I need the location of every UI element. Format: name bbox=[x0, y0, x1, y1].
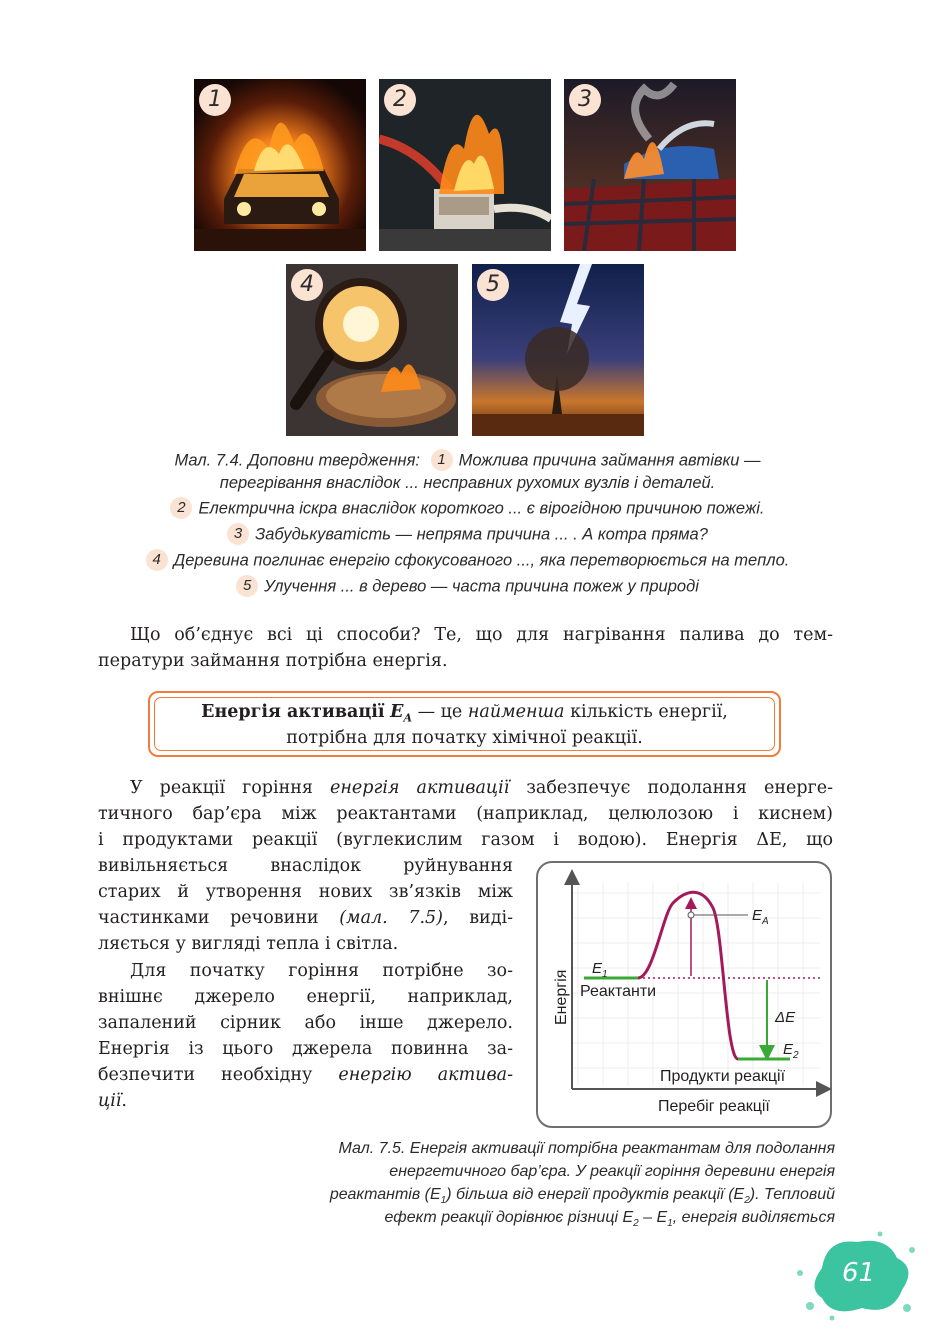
text-line bbox=[98, 905, 513, 931]
ea-leader-dot bbox=[688, 912, 694, 918]
figure-7-4-item-5 bbox=[0, 576, 935, 598]
text-line: ператури займання потрібна енергія. bbox=[98, 651, 448, 671]
item-number-badge: 1 bbox=[431, 449, 453, 471]
text-run: У реакції горіння bbox=[130, 778, 331, 798]
photo-smoking-iron bbox=[564, 79, 736, 251]
figure-7-5-caption-line2: енергетичного бар’єра. У реакції горіння деревини енергія bbox=[389, 1163, 835, 1180]
figure-7-5-caption-line4: ефект реакції дорівнює різниці $E_2 - E_1$, енергія виділяється bbox=[384, 1209, 835, 1230]
y-axis-label: Енергія bbox=[553, 969, 570, 1025]
definition-symbol-sub: A bbox=[403, 711, 413, 725]
label-e2: $E_2$ bbox=[783, 1041, 799, 1061]
definition-emphasis: найменша bbox=[467, 702, 565, 722]
caption-text: Електрична іскра внаслідок короткого ... є вірогідною причиною пожежі. bbox=[198, 499, 765, 518]
text-line bbox=[98, 1062, 513, 1088]
text-line: старих й утворення нових зв’язків між bbox=[98, 882, 513, 902]
text-line bbox=[98, 775, 833, 801]
paragraph-energy-question bbox=[98, 622, 833, 674]
photo-number-badge: 5 bbox=[477, 269, 509, 301]
label-reactants: Реактанти bbox=[580, 983, 657, 1000]
caption-text: Можлива причина займання автівки — bbox=[458, 451, 761, 470]
energy-diagram bbox=[536, 861, 832, 1128]
x-axis-label: Перебіг реакції bbox=[658, 1098, 770, 1115]
paragraph-activation-energy-cont bbox=[98, 853, 513, 957]
caption-text: Забудькуватість — непряма причина ... . А котра пряма? bbox=[255, 525, 708, 544]
energy-diagram-svg bbox=[538, 863, 834, 1130]
text-emphasis: ції bbox=[98, 1091, 122, 1111]
photo-lightning-tree bbox=[472, 264, 644, 436]
text-emphasis: енергію актива- bbox=[338, 1065, 513, 1085]
label-ea: $E_A$ bbox=[752, 907, 769, 927]
definition-text: — це bbox=[412, 702, 468, 722]
photo-number-badge: 1 bbox=[199, 84, 231, 116]
photo-burning-plug bbox=[379, 79, 551, 251]
figure-7-4-caption-line1 bbox=[0, 450, 935, 472]
text-run: , виді- bbox=[443, 908, 513, 928]
photo-number-badge: 2 bbox=[384, 84, 416, 116]
text-run: частинками речовини bbox=[98, 908, 340, 928]
figure-7-4-item-4 bbox=[0, 550, 935, 572]
text-run: . bbox=[121, 1091, 127, 1111]
label-products: Продукти реакції bbox=[660, 1068, 786, 1085]
caption-text: Улучення ... в дерево — часта причина пожеж у природі bbox=[264, 577, 699, 596]
text-run: безпечити необхідну bbox=[98, 1065, 339, 1085]
definition-box bbox=[148, 691, 781, 757]
figure-7-4-item-3 bbox=[0, 524, 935, 546]
item-number-badge: 4 bbox=[146, 549, 168, 571]
paragraph-activation-energy bbox=[98, 775, 833, 853]
text-line: Енергія із цього джерела повинна за- bbox=[98, 1039, 513, 1059]
figure-7-4-caption-line2: перегрівання внаслідок ... несправних рухомих вузлів і деталей. bbox=[219, 474, 716, 492]
text-line: тичного бар’єра між реактантами (наприклад, целюлозою і киснем) bbox=[98, 804, 833, 824]
item-number-badge: 3 bbox=[227, 523, 249, 545]
photo-number-badge: 3 bbox=[569, 84, 601, 116]
photo-burning-car bbox=[194, 79, 366, 251]
text-emphasis: енергія активації bbox=[330, 778, 510, 798]
paragraph-ignition-source bbox=[98, 958, 513, 1114]
text-line: запалений сірник або інше джерело. bbox=[98, 1013, 513, 1033]
figure-7-5-caption-line1: Мал. 7.5. Енергія активації потрібна реактантам для подолання bbox=[338, 1140, 835, 1157]
definition-symbol: E bbox=[390, 702, 404, 722]
caption-text: Деревина поглинає енергію сфокусованого ..., яка перетворюється на тепло. bbox=[173, 551, 790, 570]
caption-text: Мал. 7.4. Доповни твердження: bbox=[174, 451, 420, 470]
text-line: і продуктами реакції (вуглекислим газом і водою). Енергія ΔE, що bbox=[98, 830, 833, 850]
figure-7-4-item-2 bbox=[0, 498, 935, 520]
text-line: ляється у вигляді тепла і світла. bbox=[98, 934, 399, 954]
item-number-badge: 5 bbox=[236, 575, 258, 597]
text-line: вивільняється внаслідок руйнування bbox=[98, 856, 513, 876]
figure-reference: (мал. 7.5) bbox=[339, 908, 443, 928]
text-run: забезпечує подолання енерге- bbox=[509, 778, 833, 798]
label-e1: $E_1$ bbox=[592, 960, 608, 980]
definition-line2: потрібна для початку хімічної реакції. bbox=[286, 728, 643, 748]
text-line bbox=[98, 1088, 513, 1114]
item-number-badge: 2 bbox=[170, 497, 192, 519]
figure-7-5-caption-line3: реактантів $(E_1)$ більша від енергії продуктів реакції $(E_2)$. Тепловий bbox=[329, 1186, 835, 1207]
photo-magnifying-glass bbox=[286, 264, 458, 436]
text-line: Що об’єднує всі ці способи? Те, що для нагрівання палива до тем- bbox=[130, 625, 833, 645]
text-line: внішнє джерело енергії, наприклад, bbox=[98, 987, 513, 1007]
definition-term: Енергія активації bbox=[201, 702, 385, 722]
definition-text: кількість енергії, bbox=[564, 702, 728, 722]
definition-line1 bbox=[150, 702, 779, 725]
text-line: Для початку горіння потрібне зо- bbox=[130, 961, 513, 981]
photo-number-badge: 4 bbox=[291, 269, 323, 301]
label-delta-e: ΔE bbox=[775, 1009, 796, 1026]
page-number: 61 bbox=[842, 1258, 876, 1288]
